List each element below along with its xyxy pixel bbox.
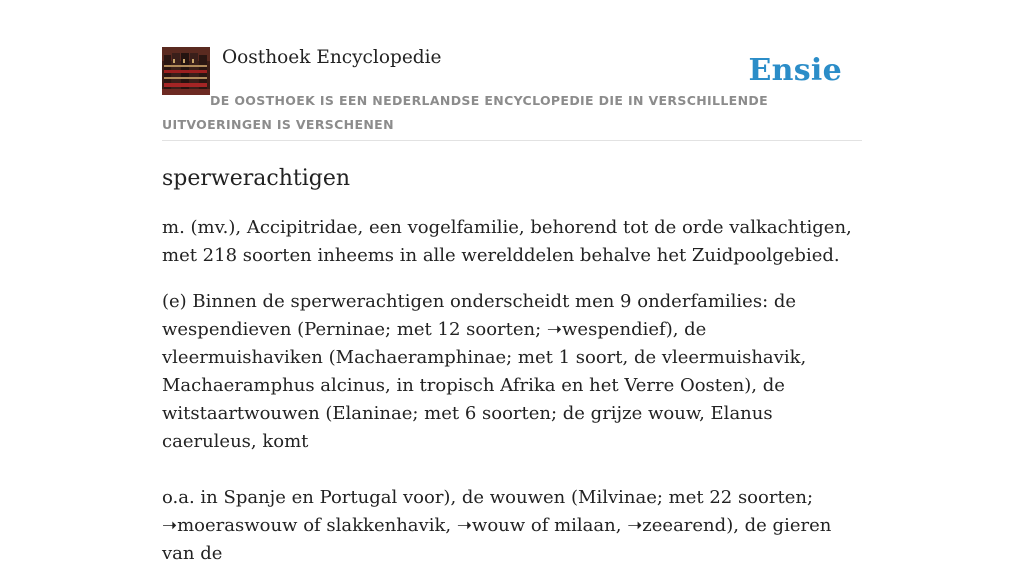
link-wouw[interactable]: wouw of milaan [471, 515, 616, 536]
article-title: sperwerachtigen [162, 166, 351, 191]
arrow-right-icon: ➝ [162, 515, 178, 536]
arrow-right-icon: ➝ [546, 319, 563, 340]
separator: , [445, 515, 457, 536]
site-tagline: DE OOSTHOEK IS EEN NEDERLANDSE ENCYCLOPEDIE DIE IN VERSCHILLENDE UITVOERINGEN IS VERSCHENEN [162, 93, 768, 132]
arrow-right-icon: ➝ [627, 515, 643, 536]
site-header [162, 46, 862, 141]
link-moeraswouw[interactable]: moeraswouw of slakkenhavik [177, 515, 446, 536]
article-paragraph-2 [162, 288, 862, 456]
site-avatar[interactable] [162, 47, 210, 95]
link-wespendief[interactable]: wespendief [562, 319, 666, 340]
separator: , [615, 515, 628, 536]
paragraph-text: o.a. in Spanje en Portugal voor), de wouwen (Milvinae; met 22 soorten; [162, 487, 814, 508]
arrow-right-icon: ➝ [456, 515, 472, 536]
article-paragraph-3 [162, 484, 862, 568]
article [162, 162, 862, 568]
paragraph-text: ), de gieren van de [162, 515, 832, 564]
brand-logo[interactable]: Ensie [748, 53, 842, 88]
paragraph-text: ), de vleermuishaviken (Machaeramphinae; met 1 soort, de vleermuishavik, Machaeramphus alcinus, in tropisch Afrika en het Verre Oosten), de witstaartwouwen (Elaninae; met 6 soorten; de grijze wouw, Elanus caeruleus, komt [162, 319, 807, 452]
book-spines-avatar-icon [162, 47, 210, 95]
article-paragraph-1: m. (mv.), Accipitridae, een vogelfamilie, behorend tot de orde valkachtigen, met 218 soorten inheems in alle werelddelen behalve het Zuidpoolgebied. [162, 217, 852, 266]
paragraph-text: (e) Binnen de sperwerachtigen onderscheidt men 9 onderfamilies: de wespendieven (Perninae; met 12 soorten; [162, 291, 797, 340]
link-zeearend[interactable]: zeearend [642, 515, 727, 536]
site-name[interactable]: Oosthoek Encyclopedie [222, 47, 442, 68]
